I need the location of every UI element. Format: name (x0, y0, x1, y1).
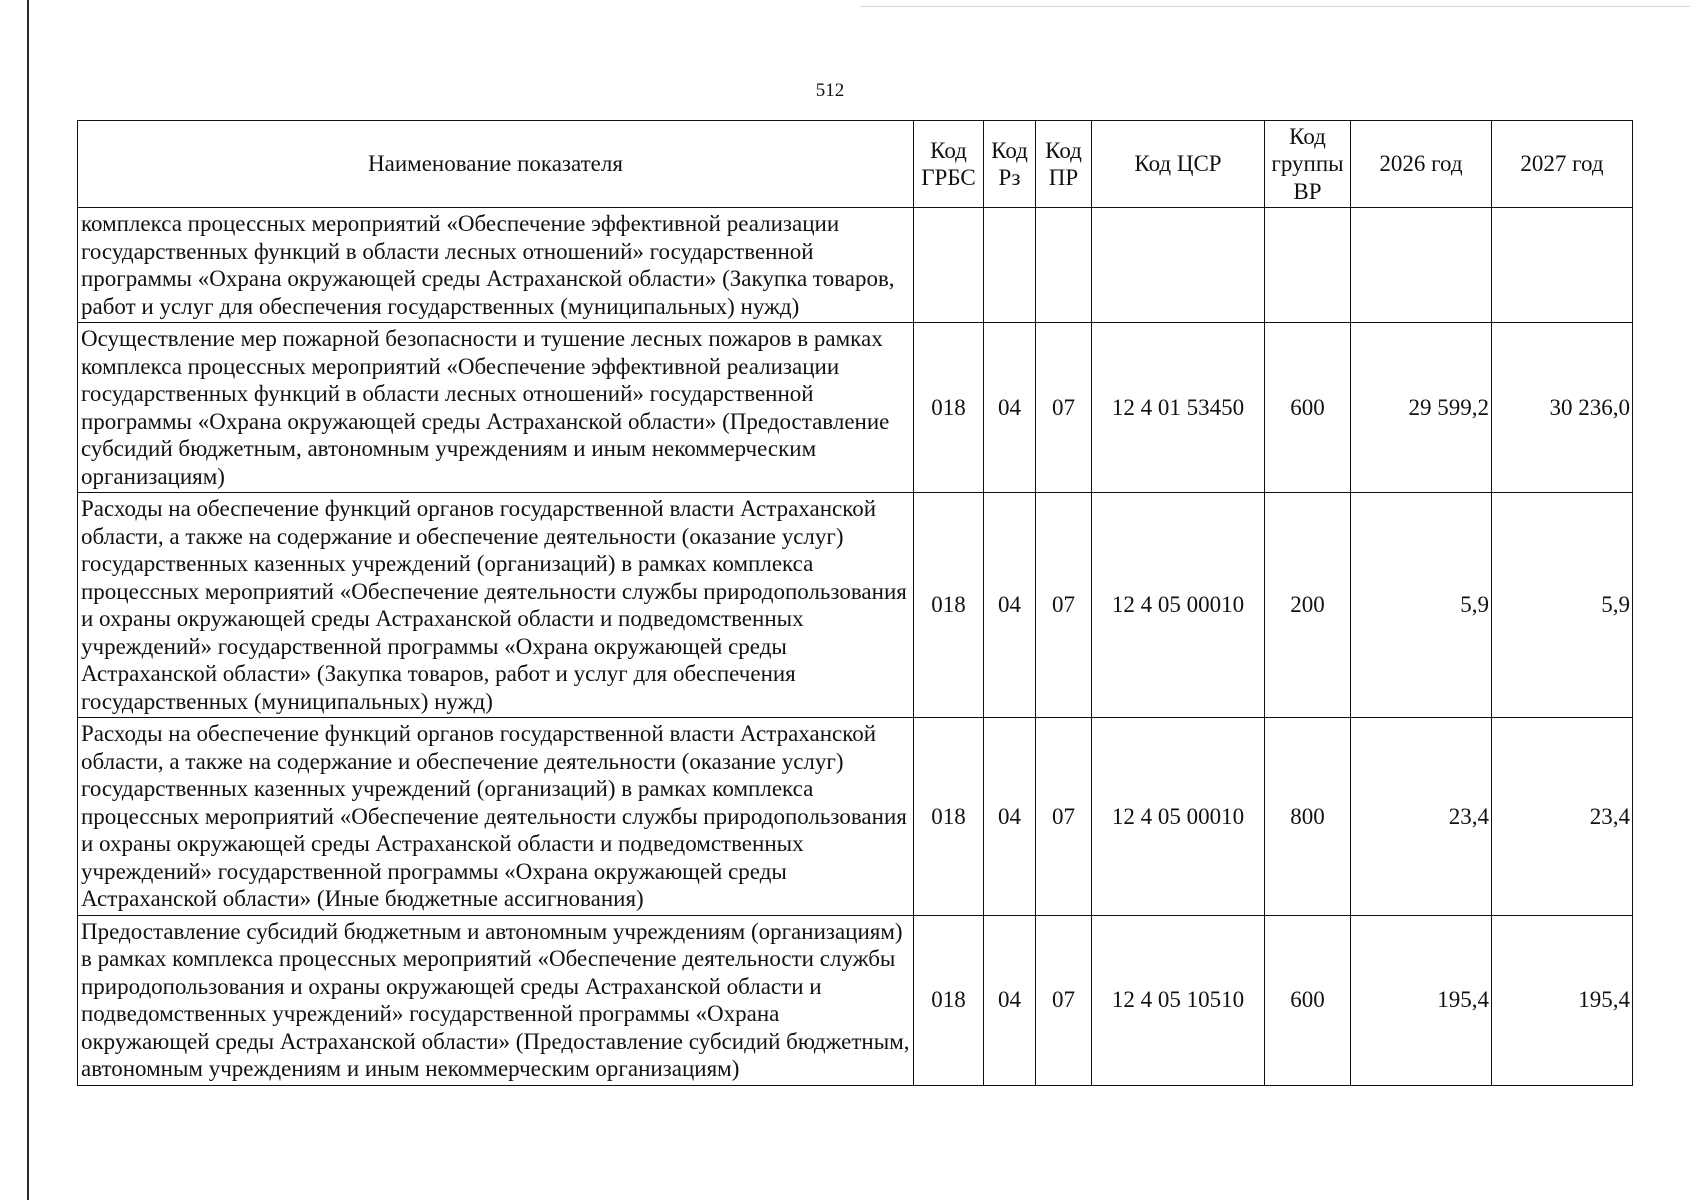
row-2026: 195,4 (1351, 915, 1492, 1085)
row-csr: 12 4 05 10510 (1092, 915, 1265, 1085)
row-name: Расходы на обеспечение функций органов государственной власти Астраханской области, а также на содержание и обеспечение деятельности (оказание услуг) государственных казенных учреждений (организаций) в рамках комплекса процессных мероприятий «Обеспечение деятельности службы природопользования и охраны окружающей среды Астраханской области и подведомственных учреждений» государственной программы «Охрана окружающей среды Астраханской области» (Закупка товаров, работ и услуг для обеспечения государственных (муниципальных) нужд) (78, 493, 914, 718)
row-2026: 29 599,2 (1351, 323, 1492, 493)
row-2027: 30 236,0 (1492, 323, 1633, 493)
row-pr: 07 (1036, 718, 1092, 916)
row-2026 (1351, 208, 1492, 323)
table-row (78, 718, 1633, 916)
row-pr: 07 (1036, 493, 1092, 718)
header-pr: Код ПР (1036, 121, 1092, 208)
binding-margin-line (27, 0, 29, 1200)
row-rz: 04 (984, 493, 1036, 718)
table-header-row (78, 121, 1633, 208)
header-2026: 2026 год (1351, 121, 1492, 208)
row-name: Расходы на обеспечение функций органов государственной власти Астраханской области, а также на содержание и обеспечение деятельности (оказание услуг) государственных казенных учреждений (организаций) в рамках комплекса процессных мероприятий «Обеспечение деятельности службы природопользования и охраны окружающей среды Астраханской области и подведомственных учреждений» государственной программы «Охрана окружающей среды Астраханской области» (Иные бюджетные ассигнования) (78, 718, 914, 916)
row-pr: 07 (1036, 915, 1092, 1085)
row-csr: 12 4 05 00010 (1092, 718, 1265, 916)
row-2027 (1492, 208, 1633, 323)
row-pr: 07 (1036, 323, 1092, 493)
header-rz: Код Рз (984, 121, 1036, 208)
row-rz: 04 (984, 718, 1036, 916)
header-2027: 2027 год (1492, 121, 1633, 208)
row-vr: 600 (1265, 323, 1351, 493)
row-2027: 23,4 (1492, 718, 1633, 916)
table-row (78, 915, 1633, 1085)
row-rz: 04 (984, 323, 1036, 493)
row-name: Предоставление субсидий бюджетным и автономным учреждениям (организациям) в рамках комплекса процессных мероприятий «Обеспечение деятельности службы природопользования и охраны окружающей среды Астраханской области и подведомственных учреждений» государственной программы «Охрана окружающей среды Астраханской области» (Предоставление субсидий бюджетным, автономным учреждениям и иным некоммерческим организациям) (78, 915, 914, 1085)
header-csr: Код ЦСР (1092, 121, 1265, 208)
row-name: комплекса процессных мероприятий «Обеспечение эффективной реализации государственных функций в области лесных отношений» государственной программы «Охрана окружающей среды Астраханской области» (Закупка товаров, работ и услуг для обеспечения государственных (муниципальных) нужд) (78, 208, 914, 323)
row-grbs (914, 208, 984, 323)
header-grbs: Код ГРБС (914, 121, 984, 208)
scan-artifact-line (860, 6, 1690, 7)
row-grbs: 018 (914, 323, 984, 493)
row-2027: 195,4 (1492, 915, 1633, 1085)
row-csr (1092, 208, 1265, 323)
row-name: Осуществление мер пожарной безопасности и тушение лесных пожаров в рамках комплекса процессных мероприятий «Обеспечение эффективной реализации государственных функций в области лесных отношений» государственной программы «Охрана окружающей среды Астраханской области» (Предоставление субсидий бюджетным, автономным учреждениям и иным некоммерческим организациям) (78, 323, 914, 493)
row-rz: 04 (984, 915, 1036, 1085)
row-pr (1036, 208, 1092, 323)
budget-table (77, 120, 1633, 1086)
row-grbs: 018 (914, 915, 984, 1085)
row-vr: 200 (1265, 493, 1351, 718)
row-vr: 800 (1265, 718, 1351, 916)
header-name: Наименование показателя (78, 121, 914, 208)
row-grbs: 018 (914, 718, 984, 916)
header-vr: Код группы ВР (1265, 121, 1351, 208)
row-csr: 12 4 05 00010 (1092, 493, 1265, 718)
row-vr (1265, 208, 1351, 323)
row-2026: 5,9 (1351, 493, 1492, 718)
page-number: 512 (815, 80, 845, 101)
table-row (78, 323, 1633, 493)
row-grbs: 018 (914, 493, 984, 718)
table-row (78, 208, 1633, 323)
row-csr: 12 4 01 53450 (1092, 323, 1265, 493)
row-vr: 600 (1265, 915, 1351, 1085)
row-2026: 23,4 (1351, 718, 1492, 916)
row-rz (984, 208, 1036, 323)
row-2027: 5,9 (1492, 493, 1633, 718)
table-row (78, 493, 1633, 718)
